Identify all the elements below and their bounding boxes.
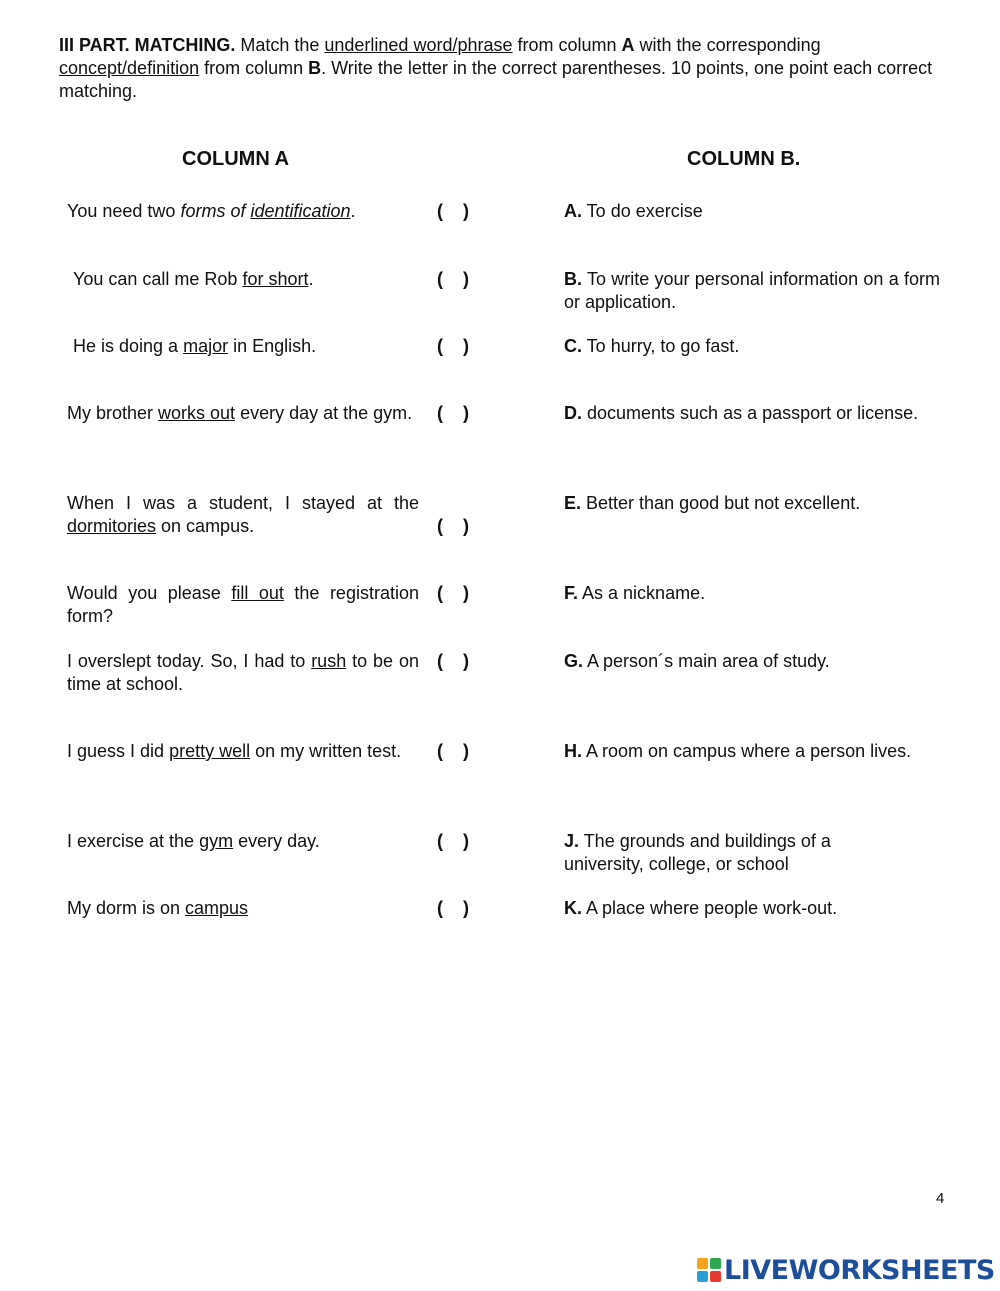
answer-parentheses[interactable]: ( )	[437, 269, 469, 289]
instructions: III PART. MATCHING. Match the underlined word/phrase from column A with the corresponding concept/definition from column B. Write the letter in the correct parentheses. 10 points, one point each correct matching.	[59, 35, 933, 101]
column-a-item: I exercise at the gym every day.	[67, 831, 320, 851]
answer-parentheses[interactable]: ( )	[437, 651, 469, 671]
column-a-item: I overslept today. So, I had to rush to be on time at school.	[67, 651, 419, 694]
answer-parentheses[interactable]: ( )	[437, 201, 469, 221]
column-b-item: G. A person´s main area of study.	[564, 651, 830, 671]
column-b-item: K. A place where people work-out.	[564, 898, 838, 918]
column-a-item: I guess I did pretty well on my written test.	[67, 741, 402, 761]
answer-parentheses[interactable]: ( )	[437, 831, 469, 851]
logo-block	[697, 1258, 708, 1269]
answer-parentheses[interactable]: ( )	[437, 898, 469, 918]
column-b-header: COLUMN B.	[687, 148, 801, 170]
column-a-item: You need two forms of identification.	[67, 201, 356, 221]
column-a-item: You can call me Rob for short.	[73, 269, 314, 289]
column-a-item: When I was a student, I stayed at the dormitories on campus.	[67, 493, 419, 536]
column-b-item: A. To do exercise	[564, 201, 703, 221]
logo-text: LIVEWORKSHEETS	[724, 1254, 995, 1286]
column-b-item: F. As a nickname.	[564, 583, 706, 603]
column-a-header: COLUMN A	[182, 148, 290, 170]
column-a-item: Would you please fill out the registration form?	[67, 583, 419, 626]
section-title: III PART. MATCHING.	[59, 35, 236, 55]
logo-blocks-icon	[697, 1258, 721, 1282]
logo-block	[710, 1271, 721, 1282]
column-b-item: J. The grounds and buildings of a university, college, or school	[564, 831, 831, 874]
column-a-item: He is doing a major in English.	[73, 336, 317, 356]
column-b-item: C. To hurry, to go fast.	[564, 336, 740, 356]
column-a-item: My brother works out every day at the gym.	[67, 403, 413, 423]
logo-block	[697, 1271, 708, 1282]
answer-parentheses[interactable]: ( )	[437, 583, 469, 603]
answer-parentheses[interactable]: ( )	[437, 516, 469, 536]
column-b-item: B. To write your personal information on a form or application.	[564, 269, 940, 312]
answer-parentheses[interactable]: ( )	[437, 336, 469, 356]
answer-parentheses[interactable]: ( )	[437, 403, 469, 423]
page-number: 4	[936, 1190, 945, 1207]
liveworksheets-logo[interactable]	[697, 1253, 995, 1287]
column-b-item: E. Better than good but not excellent.	[564, 493, 861, 513]
column-a-item: My dorm is on campus	[67, 898, 249, 918]
answer-parentheses[interactable]: ( )	[437, 741, 469, 761]
column-b-item: D. documents such as a passport or license.	[564, 403, 919, 423]
logo-block	[710, 1258, 721, 1269]
column-b-item: H. A room on campus where a person lives.	[564, 741, 912, 761]
